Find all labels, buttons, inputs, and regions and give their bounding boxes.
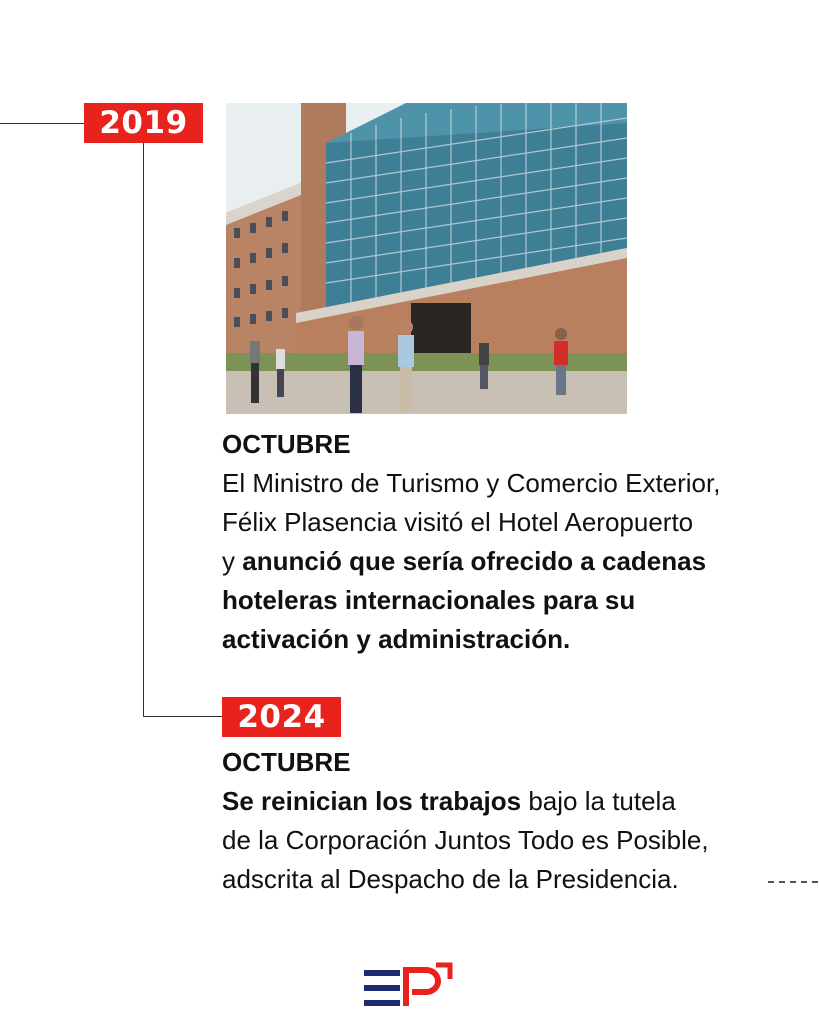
entry-text: adscrita al Despacho de la Presidencia. [222,864,679,894]
hotel-building-photo-icon [226,103,627,414]
ep-logo-icon [364,962,456,1012]
timeline-line-vertical [143,143,144,717]
entry-text: de la Corporación Juntos Todo es Posible, [222,825,709,855]
entry-month: OCTUBRE [222,747,351,777]
entry-2019 [222,425,720,659]
entry-month: OCTUBRE [222,429,351,459]
entry-text: El Ministro de Turismo y Comercio Exterior, [222,468,721,498]
entry-text: bajo la tutela [521,786,676,816]
entry-text-bold: anunció que sería ofrecido a cadenas [242,546,707,576]
entry-text-bold: Se reinician los trabajos [222,786,522,816]
entry-text-bold: hoteleras internacionales para su [222,585,636,615]
entry-text: y [222,546,243,576]
entry-text-bold: activación y administración. [222,624,571,654]
entry-text: Félix Plasencia visitó el Hotel Aeropuerto [222,507,694,537]
ep-logo [364,962,456,1012]
year-badge-2024: 2024 [222,697,341,737]
dashed-divider [768,881,818,883]
year-badge-2019: 2019 [84,103,203,143]
hotel-photo [226,103,627,414]
timeline-line-top [0,123,84,124]
entry-2024 [222,743,709,899]
timeline-line-bottom [143,716,222,717]
